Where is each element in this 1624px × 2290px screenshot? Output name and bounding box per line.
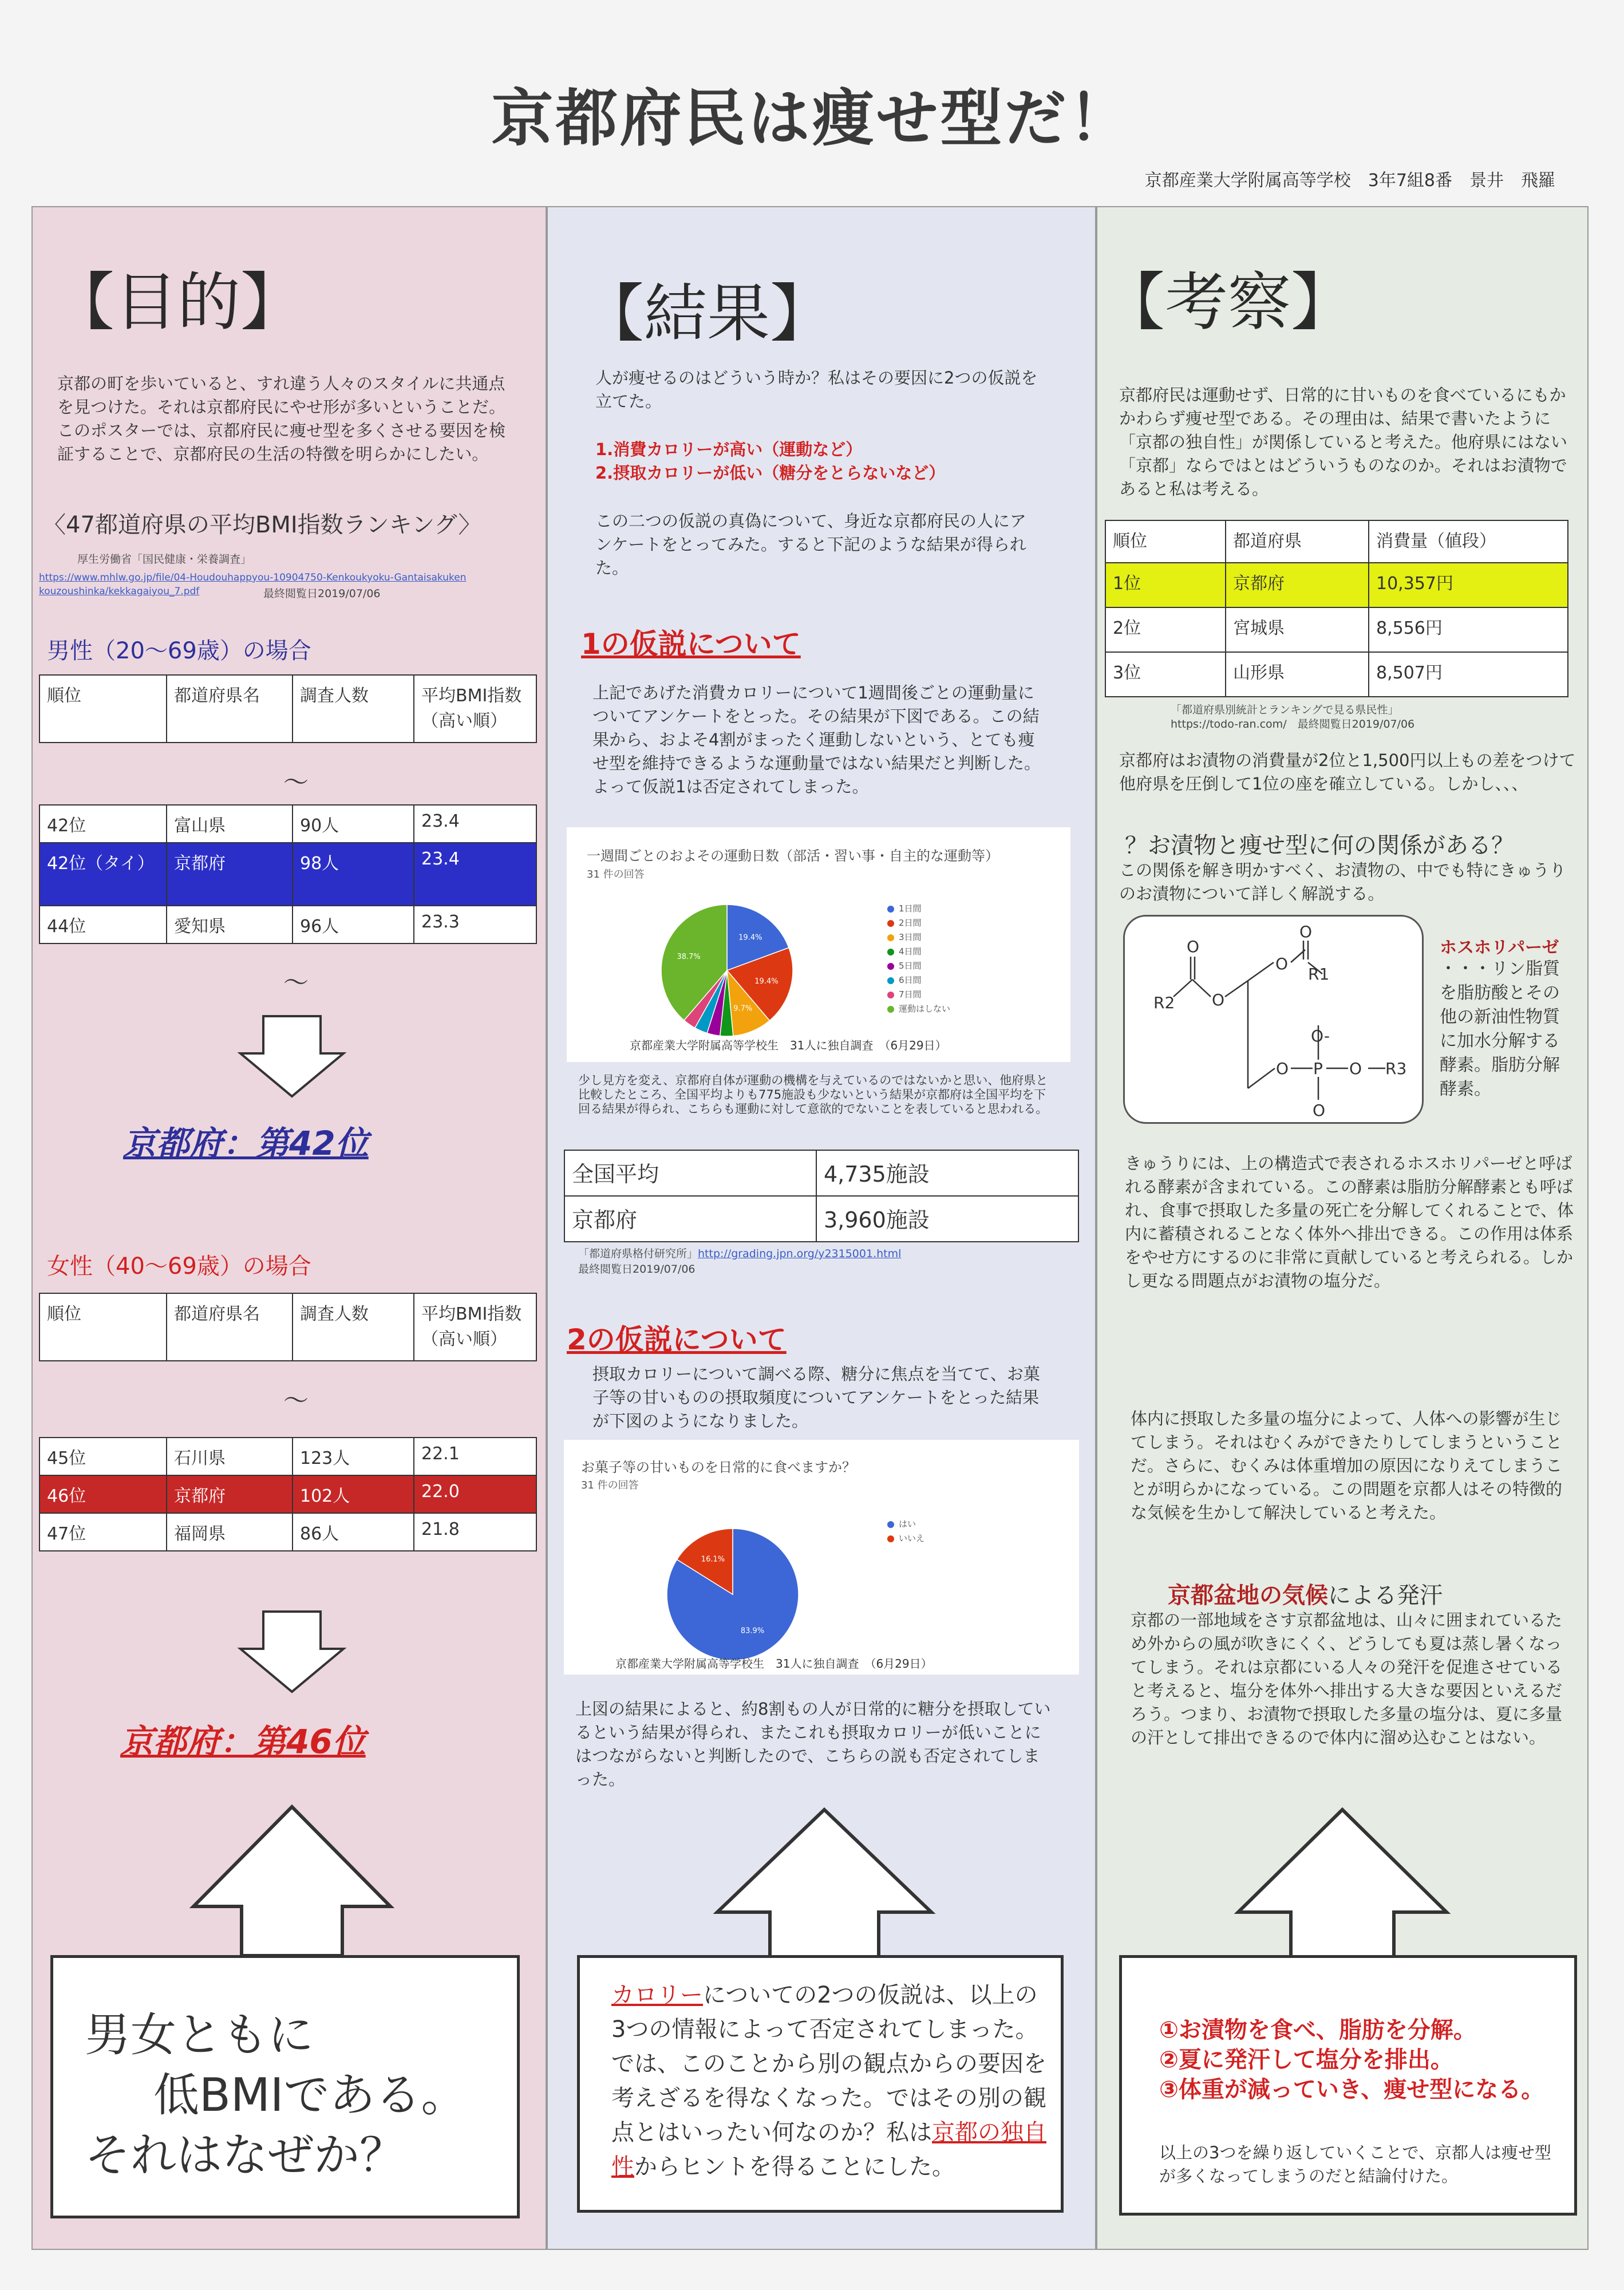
purpose-intro: 京都の町を歩いていると、すれ違う人々のスタイルに共通点を見つけた。それは京都府民にやせ形が多いということだ。このポスターでは、京都府民に痩せ型を多くさせる要因を検証することで、京都府民の生活の特徴を明らかにしたい。: [57, 374, 506, 464]
cell: 8,556円: [1369, 607, 1568, 652]
results-heading: 【結果】: [581, 277, 833, 350]
section2-text-2: 上図の結果によると、約8割もの人が日常的に糖分を摂取しているという結果が得られ、またこれも摂取カロリーが低いことにはつながらないと判断したので、こちらの説も否定されてしまった。: [575, 1699, 1051, 1789]
chart1-subtitle: 31 件の回答: [587, 868, 645, 881]
pie-slice-label: 16.1%: [701, 1555, 725, 1564]
legend-label: はい: [899, 1519, 916, 1529]
legend-dot-icon: [887, 920, 894, 927]
cell: 京都府: [167, 843, 293, 906]
conclusion-summary: 以上の3つを繰り返していくことで、京都人は痩せ型が多くなってしまうのだと結論付けた。: [1159, 2143, 1551, 2186]
pickle-source-date: 最終閲覧日2019/07/06: [1297, 718, 1415, 731]
atom-label: O: [1276, 1059, 1289, 1078]
pickle-source-link[interactable]: https://todo-ran.com/: [1171, 718, 1287, 731]
results-intro: 人が痩せるのはどういう時か？私はその要因に2つの仮説を立てた。: [595, 368, 1038, 411]
legend-label: 6日間: [899, 975, 922, 985]
legend-label: 運動はしない: [899, 1004, 951, 1014]
cell: 44位: [39, 906, 167, 943]
legend-item: [887, 902, 950, 916]
legend-item: [887, 1531, 924, 1546]
cell: 京都府: [1226, 563, 1369, 607]
cell: 42位: [39, 805, 167, 843]
hypothesis-2: 2.摂取カロリーが低い（糖分をとらないなど）: [595, 463, 946, 483]
female-result: 京都府：第46位: [120, 1722, 366, 1761]
header-pref: 都道府県名: [167, 1293, 293, 1361]
table-row: [39, 1438, 536, 1475]
discussion-intro: 京都府民は運動せず、日常的に甘いものを食べているにもかかわらず痩せ型である。その理由は、結果で書いたように「京都の独自性」が関係していると考えた。他府県にはない「京都」ならではとはどういうものなのか。それはお漬物であると私は考える。: [1119, 385, 1568, 499]
discussion-heading: 【考察】: [1102, 266, 1354, 339]
male-tilde: ～: [283, 768, 309, 797]
basin-title-b: による発汗: [1328, 1582, 1443, 1609]
cell: 消費量（値段）: [1369, 520, 1568, 563]
enzyme-name: ホスホリパーゼ: [1440, 938, 1559, 958]
legend-item: [887, 973, 950, 988]
legend-dot-icon: [887, 963, 894, 970]
cell: 22.1: [414, 1438, 536, 1475]
legend-item: [887, 945, 950, 959]
section2-text: 摂取カロリーについて調べる際、糖分に焦点を当てて、お菓子等の甘いものの摂取頻度についてアンケートをとった結果が下図のようになりました。: [592, 1364, 1040, 1431]
atom-label: O: [1187, 937, 1200, 956]
up-arrow-icon: [189, 1803, 395, 1958]
chart2-legend: [887, 1517, 924, 1546]
basin-title-a: 京都盆地の気候: [1168, 1582, 1328, 1609]
conclusion-item-3: ③体重が減っていき、痩せ型になる。: [1159, 2076, 1544, 2103]
byline: 京都産業大学附属高等学校 3年7組8番 景井 飛羅: [1144, 171, 1555, 191]
pie-slice-label: 9.7%: [733, 1004, 753, 1013]
header-rank: 順位: [39, 675, 167, 743]
discussion-text-3: この関係を解き明かすべく、お漬物の、中でも特にきゅうりのお漬物について詳しく解説する。: [1119, 860, 1566, 903]
conclusion-item-1: ①お漬物を食べ、脂肪を分解。: [1159, 2017, 1476, 2043]
legend-item: [887, 988, 950, 1002]
cell: 45位: [39, 1438, 167, 1475]
ranking-source-date: 最終閲覧日2019/07/06: [263, 587, 381, 600]
conclusion-list: [1159, 2015, 1560, 2105]
cell: 山形県: [1226, 652, 1369, 697]
table-row-kyoto: [39, 843, 536, 906]
chart-sweets: [564, 1440, 1079, 1675]
facility-source: [578, 1247, 901, 1261]
hypothesis-1: 1.消費カロリーが高い（運動など）: [595, 440, 863, 459]
legend-label: 3日間: [899, 932, 922, 942]
cell: 47位: [39, 1513, 167, 1551]
box2-text-c: 京都の独自性: [611, 2119, 1046, 2180]
cell: 23.4: [414, 843, 536, 906]
header-rank: 順位: [39, 1293, 167, 1361]
pickle-source-line: [1171, 717, 1414, 731]
facility-source-link[interactable]: http://grading.jpn.org/y2315001.html: [698, 1247, 902, 1260]
section2-title: 2の仮説について: [567, 1323, 787, 1356]
header-bmi: 平均BMI指数（高い順）: [414, 675, 536, 743]
cell: 22.0: [414, 1475, 536, 1513]
cell: 42位（タイ）: [39, 843, 167, 906]
legend-dot-icon: [887, 977, 894, 984]
cell: 8,507円: [1369, 652, 1568, 697]
poster-title: 京都府民は痩せ型だ！: [491, 83, 1133, 155]
box2-text-d: からヒントを得ることにした。: [634, 2154, 955, 2180]
atom-label: R1: [1308, 965, 1330, 984]
table-row-kyoto: [1105, 563, 1568, 607]
legend-label: 4日間: [899, 946, 922, 957]
facility-source-name: 「都道府県格付研究所」: [578, 1247, 698, 1260]
section1-title: 1の仮説について: [581, 627, 801, 661]
atom-label: R2: [1153, 993, 1175, 1012]
male-title: 男性（20～69歳）の場合: [47, 638, 311, 664]
atom-label: O: [1313, 1101, 1326, 1120]
header-count: 調査人数: [293, 675, 414, 743]
header-count: 調査人数: [293, 1293, 414, 1361]
chart1-legend: [887, 902, 950, 1016]
table-row-kyoto: [39, 1475, 536, 1513]
basin-title: [1168, 1577, 1443, 1610]
purpose-heading: 【目的】: [52, 266, 303, 339]
cell: 1位: [1105, 563, 1226, 607]
male-tilde-2: ～: [283, 968, 309, 997]
legend-dot-icon: [887, 1535, 894, 1542]
box-line-3: それはなぜか？: [85, 2129, 405, 2182]
table-row: [39, 1513, 536, 1551]
cell: 福岡県: [167, 1513, 293, 1551]
cell: 96人: [293, 906, 414, 943]
basin-text: 京都の一部地域をさす京都盆地は、山々に囲まれているため外からの風が吹きにくく、どうしても夏は蒸し暑くなってしまう。それは京都にいる人々の発汗を促進させていると考えると、塩分を体外へ排出する大きな要因といえるだろう。つまり、お漬物で摂取した多量の塩分は、夏に多量の汗として排出できるので体内に溜め込むことはない。: [1131, 1610, 1563, 1747]
box2-text: [611, 1978, 1049, 2184]
table-row: [39, 805, 536, 843]
header-pref: 都道府県名: [167, 675, 293, 743]
female-ranking-table: [39, 1437, 537, 1551]
cell: 都道府県: [1226, 520, 1369, 563]
pie-slice-label: 38.7%: [677, 953, 701, 962]
cell: 86人: [293, 1513, 414, 1551]
female-header-table: [39, 1293, 537, 1361]
box-line-2: 低BMIである。: [153, 2068, 467, 2122]
ranking-source-link[interactable]: https://www.mhlw.go.jp/file/04-Houdouhappyou-10904750-Kenkoukyoku-Gantaisakuken kouzoushinka/kekkagaiyou_7.pdf: [39, 572, 467, 597]
legend-item: [887, 930, 950, 945]
atom-label: P: [1313, 1059, 1323, 1078]
section1-text-2: 少し見方を変え、京都府自体が運動の機構を与えているのではないかと思い、他府県と比較したところ、全国平均よりも775施設も少ないという結果が京都府は全国平均を下回る結果が得られ、こちらも運動に対して意欲的でないことを表していると思われる。: [578, 1073, 1048, 1116]
chart2-caption: 京都産業大学附属高等学校生 31人に独自調査 （6月29日）: [615, 1657, 932, 1671]
legend-dot-icon: [887, 934, 894, 941]
legend-dot-icon: [887, 949, 894, 956]
cell: 3,960施設: [816, 1196, 1078, 1242]
structure-formula: [1123, 915, 1424, 1124]
pickle-source: 「都道府県別統計とランキングで見る県民性」: [1171, 704, 1399, 716]
conclusion-box-2: [577, 1955, 1064, 2213]
ranking-title: 〈47都道府県の平均BMI指数ランキング〉: [43, 512, 481, 538]
results-intro-2: この二つの仮説の真偽について、身近な京都府民の人にアンケートをとってみた。すると下記のような結果が得られた。: [595, 511, 1026, 578]
chart2-title: お菓子等の甘いものを日常的に食べますか？: [581, 1459, 856, 1475]
female-tilde: ～: [283, 1386, 309, 1415]
pie-slice-label: 83.9%: [740, 1626, 765, 1636]
atom-label: O: [1275, 954, 1289, 973]
atom-label: O-: [1311, 1026, 1330, 1045]
legend-item: [887, 1517, 924, 1531]
cell: 123人: [293, 1438, 414, 1475]
atom-label: O: [1212, 990, 1225, 1009]
pickle-table: [1105, 520, 1568, 697]
cell: 98人: [293, 843, 414, 906]
pie-slice-label: 19.4%: [754, 977, 779, 986]
discussion-text-4: きゅうりには、上の構造式で表されるホスホリパーゼと呼ばれる酵素が含まれている。この酵素は脂肪分解酵素とも呼ばれ、食事で摂取した多量の死亡を分解してくれることで、体内に蓄積されることなく体外へ排出できる。この作用は体系をやせ方にするのに非常に貢献していると考えられる。しかし更なる問題点がお漬物の塩分だ。: [1125, 1154, 1574, 1290]
legend-dot-icon: [887, 906, 894, 913]
conclusion-box-1: [50, 1955, 520, 2218]
atom-label: O: [1299, 922, 1313, 941]
cell: 宮城県: [1226, 607, 1369, 652]
down-arrow-icon: [235, 1609, 349, 1695]
pie-slice-label: 19.4%: [738, 933, 762, 942]
ranking-source: 厚生労働省「国民健康・栄養調査」: [77, 553, 252, 566]
cell: 4,735施設: [816, 1150, 1078, 1196]
legend-item: [887, 1002, 950, 1016]
table-row: [39, 906, 536, 943]
chart-exercise: [567, 827, 1070, 1062]
cell: 石川県: [167, 1438, 293, 1475]
cell: 10,357円: [1369, 563, 1568, 607]
discussion-text-5: 体内に摂取した多量の塩分によって、人体への影響が生じてしまう。それはむくみができたりしてしまうということだ。さらに、むくみは体重増加の原因になりえてしまうことが明らかになっている。この問題を京都人はその特徴的な気候を生かして解決していると考えた。: [1131, 1409, 1563, 1522]
cell: 富山県: [167, 805, 293, 843]
discussion-text-2: 京都府はお漬物の消費量が2位と1,500円以上もの差をつけて他府県を圧倒して1位の座を確立している。しかし、、、: [1119, 751, 1576, 793]
cell: 2位: [1105, 607, 1226, 652]
table-row: [1105, 520, 1568, 563]
legend-label: 7日間: [899, 989, 922, 1000]
box-line-1: 男女ともに: [85, 2008, 314, 2062]
female-title: 女性（40～69歳）の場合: [47, 1253, 311, 1280]
up-arrow-icon: [713, 1806, 936, 1964]
chart1-caption: 京都産業大学附属高等学校生 31人に独自調査 （6月29日）: [630, 1039, 947, 1052]
cell: 順位: [1105, 520, 1226, 563]
cell: 京都府: [167, 1475, 293, 1513]
cell: 京都府: [564, 1196, 816, 1242]
table-row: [1105, 607, 1568, 652]
legend-label: 5日間: [899, 961, 922, 971]
enzyme-desc: ・・・リン脂質を脂肪酸とその他の新油性物質に加水分解する酵素。脂肪分解酵素。: [1440, 959, 1560, 1099]
cell: 全国平均: [564, 1150, 816, 1196]
atom-label: R3: [1385, 1059, 1407, 1078]
legend-label: いいえ: [899, 1533, 925, 1543]
cell: 愛知県: [167, 906, 293, 943]
pie-chart-exercise: [658, 902, 796, 1039]
legend-item: [887, 916, 950, 930]
section1-text: 上記であげた消費カロリーについて1週間後ごとの運動量についてアンケートをとった。その結果が下図である。この結果から、およそ4割がまったく運動しないという、とても痩せ型を維持できるような運動量ではない結果だと判断した。よって仮説1は否定されてしまった。: [592, 683, 1041, 796]
table-row: [564, 1150, 1078, 1196]
facility-table: [564, 1150, 1079, 1242]
cell: 46位: [39, 1475, 167, 1513]
conclusion-box-3: [1119, 1955, 1577, 2216]
atom-label: O: [1349, 1059, 1362, 1078]
up-arrow-icon: [1234, 1806, 1451, 1964]
cell: 21.8: [414, 1513, 536, 1551]
legend-label: 2日間: [899, 918, 922, 928]
cell: 90人: [293, 805, 414, 843]
header-bmi: 平均BMI指数（高い順）: [414, 1293, 536, 1361]
box2-text-a: カロリー: [611, 1982, 703, 2008]
down-arrow-icon: [235, 1013, 349, 1099]
cell: 23.3: [414, 906, 536, 943]
table-row: [1105, 652, 1568, 697]
legend-dot-icon: [887, 992, 894, 998]
phospholipid-structure-icon: [1125, 917, 1425, 1126]
cell: 102人: [293, 1475, 414, 1513]
table-row: [564, 1196, 1078, 1242]
chart1-title: 一週間ごとのおよその運動日数（部活・習い事・自主的な運動等）: [587, 848, 999, 864]
cell: 3位: [1105, 652, 1226, 697]
legend-label: 1日間: [899, 903, 922, 914]
legend-item: [887, 959, 950, 973]
chart2-subtitle: 31 件の回答: [581, 1479, 639, 1491]
cell: 23.4: [414, 805, 536, 843]
question: ？お漬物と痩せ型に何の関係がある？: [1125, 832, 1514, 859]
legend-dot-icon: [887, 1006, 894, 1013]
box2-text-b: についての2つの仮説は、以上の3つの情報によって否定されてしまった。では、このことから別の観点からの要因を考えざるを得なくなった。ではその別の観点とはいったい何なのか？私は: [611, 1982, 1046, 2146]
pie-chart-sweets: [664, 1526, 801, 1663]
male-header-table: [39, 674, 537, 743]
male-ranking-table: [39, 804, 537, 944]
male-result: 京都府：第42位: [123, 1124, 369, 1163]
facility-source-date: 最終閲覧日2019/07/06: [578, 1263, 696, 1276]
legend-dot-icon: [887, 1521, 894, 1528]
conclusion-item-2: ②夏に発汗して塩分を排出。: [1159, 2047, 1453, 2073]
